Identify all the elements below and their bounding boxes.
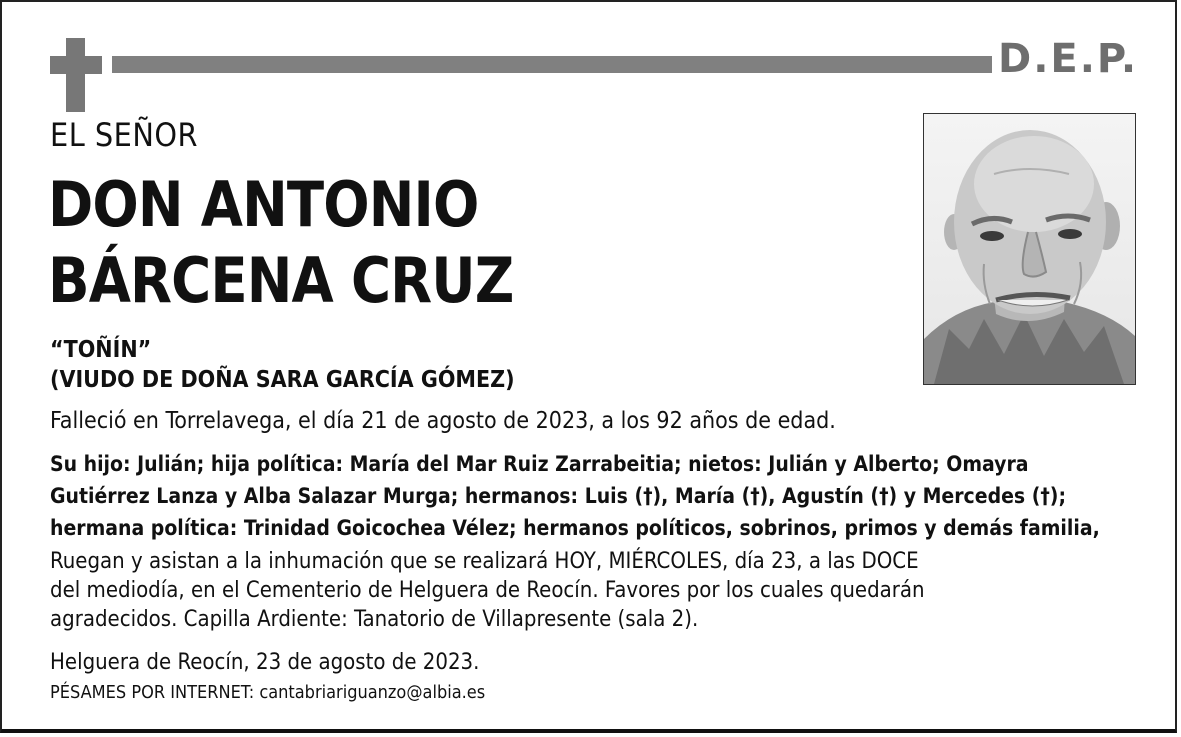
condolences-contact: PÉSAMES POR INTERNET: cantabriariguanzo@albia.es xyxy=(50,682,486,703)
deceased-name xyxy=(48,167,513,319)
dep-label: D.E.P. xyxy=(998,36,1139,82)
deceased-name-line-1: DON ANTONIO xyxy=(48,168,479,241)
burial-line: Ruegan y asistan a la inhumación que se realizará HOY, MIÉRCOLES, día 23, a las DOCE xyxy=(50,549,919,574)
burial-line: agradecidos. Capilla Ardiente: Tanatorio de Villapresente (sala 2). xyxy=(50,607,699,632)
family-line: Gutiérrez Lanza y Alba Salazar Murga; hermanos: Luis (†), María (†), Agustín (†) y Mercedes (†); xyxy=(50,484,1066,508)
marital-status: (VIUDO DE DOÑA SARA GARCÍA GÓMEZ) xyxy=(50,367,515,393)
portrait-image xyxy=(924,114,1135,384)
family-list xyxy=(50,448,1130,544)
family-line: hermana política: Trinidad Goicochea Vélez; hermanos políticos, sobrinos, primos y demás familia, xyxy=(50,516,1100,540)
family-line: Su hijo: Julián; hija política: María del Mar Ruiz Zarrabeitia; nietos: Julián y Alberto; Omayra xyxy=(50,452,1029,476)
honorific-prefix: EL SEÑOR xyxy=(50,116,199,154)
header-divider-bar xyxy=(112,56,992,73)
burial-details xyxy=(50,547,1130,634)
deceased-name-line-2: BÁRCENA CRUZ xyxy=(48,244,514,317)
place-date: Helguera de Reocín, 23 de agosto de 2023. xyxy=(50,650,480,675)
death-notice: Falleció en Torrelavega, el día 21 de agosto de 2023, a los 92 años de edad. xyxy=(50,408,836,434)
deceased-nickname: “TOÑÍN” xyxy=(50,337,152,363)
portrait-photo xyxy=(923,113,1136,385)
burial-line: del mediodía, en el Cementerio de Helguera de Reocín. Favores por los cuales quedarán xyxy=(50,578,925,603)
cross-icon xyxy=(50,38,102,112)
